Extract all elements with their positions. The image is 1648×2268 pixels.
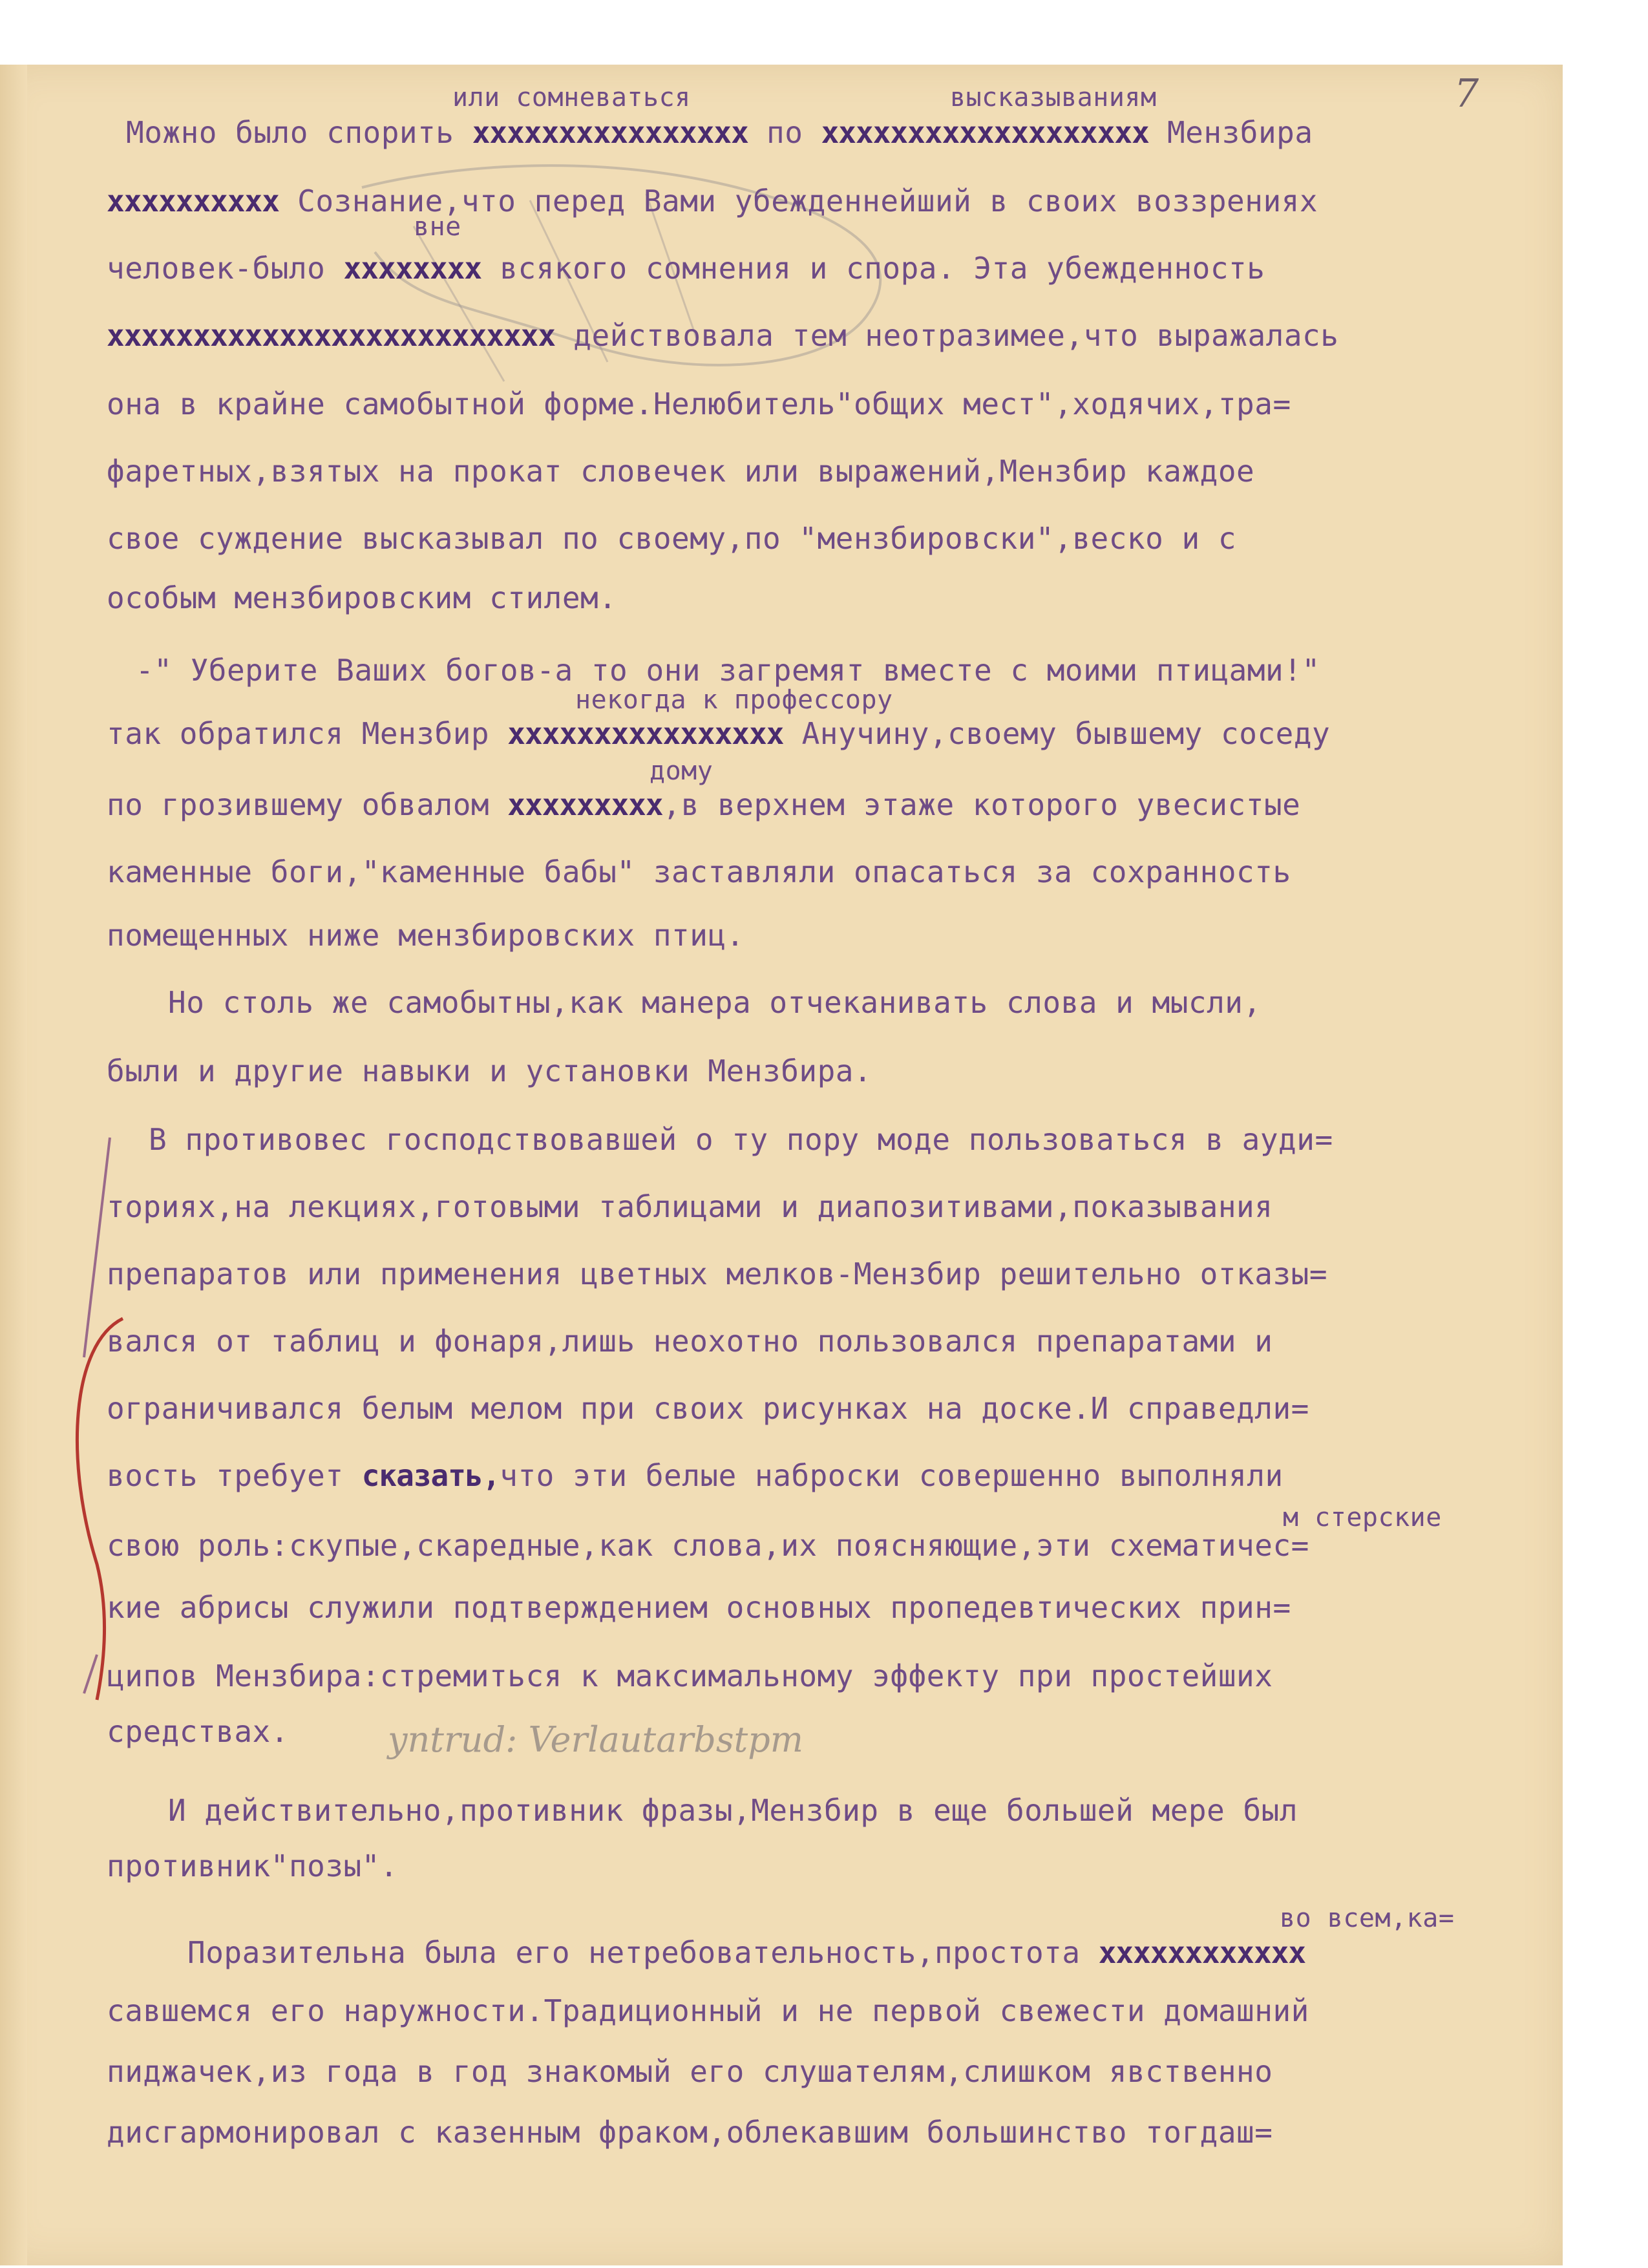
insertion-line-1b: высказываниям bbox=[950, 83, 1157, 112]
text-line-30: пиджачек,из года в год знакомый его слушателям,слишком явственно bbox=[107, 2054, 1273, 2089]
text-line-17: ториях,на лекциях,готовыми таблицами и диапозитивами,показывания bbox=[107, 1189, 1273, 1224]
insertion-line-22: м стерские bbox=[1283, 1503, 1442, 1532]
insertion-line-1a: или сомневаться bbox=[452, 83, 691, 112]
insertion-line-28: во всем,ка= bbox=[1280, 1903, 1455, 1933]
text-line-22: свою роль:скупые,скаредные,как слова,их поясняющие,эти схематичес= bbox=[107, 1528, 1309, 1563]
text-line-11: по грозившему обвалом ххххххххх,в верхнем этаже которого увесистые bbox=[107, 787, 1301, 822]
text-line-20: ограничивался белым мелом при своих рисунках на доске.И справедли= bbox=[107, 1391, 1309, 1426]
text-line-6: фаретных,взятых на прокат словечек или выражений,Мензбир каждое bbox=[107, 454, 1255, 489]
text-line-28: Поразительна была его нетребовательность,простота хххххххххххх bbox=[187, 1935, 1306, 1970]
page-number: 7 bbox=[1454, 71, 1479, 116]
text-line-31: дисгармонировал с казенным фраком,облекавшим большинство тогдаш= bbox=[107, 2115, 1273, 2150]
text-line-9: -" Уберите Ваших богов-а то они загремят вместе с моими птицами!" bbox=[136, 653, 1320, 688]
text-line-10: так обратился Мензбир хххххххххххххххх Анучину,своему бывшему соседу bbox=[107, 716, 1331, 751]
text-line-13: помещенных ниже мензбировских птиц. bbox=[107, 918, 745, 953]
text-line-12: каменные боги,"каменные бабы" заставляли опасаться за сохранность bbox=[107, 854, 1291, 889]
text-line-25: средствах. bbox=[107, 1714, 289, 1749]
text-line-24: ципов Мензбира:стремиться к максимальному эффекту при простейших bbox=[107, 1659, 1273, 1693]
text-line-19: вался от таблиц и фонаря,лишь неохотно пользовался препаратами и bbox=[107, 1324, 1273, 1359]
text-line-14: Но столь же самобытны,как манера отчеканивать слова и мысли, bbox=[168, 985, 1262, 1020]
text-line-23: кие абрисы служили подтверждением основных пропедевтических прин= bbox=[107, 1590, 1291, 1625]
insertion-line-10: некогда к профессору bbox=[575, 685, 893, 715]
text-line-3: человек-было хххххххх всякого сомнения и спора. Эта убежденность bbox=[107, 251, 1265, 286]
text-line-21: вость требует сказать,что эти белые наброски совершенно выполняли bbox=[107, 1458, 1284, 1493]
text-line-5: она в крайне самобытной форме.Нелюбитель"общих мест",ходячих,тра= bbox=[107, 387, 1291, 421]
insertion-line-11: дому bbox=[650, 756, 713, 786]
page-edge bbox=[0, 65, 27, 2265]
text-line-16: В противовес господствовавшей о ту пору моде пользоваться в ауди= bbox=[149, 1122, 1333, 1157]
text-line-15: были и другие навыки и установки Мензбира. bbox=[107, 1054, 872, 1088]
text-line-18: препаратов или применения цветных мелков-Мензбир решительно отказы= bbox=[107, 1256, 1328, 1291]
text-line-27: противник"позы". bbox=[107, 1849, 399, 1883]
text-line-7: свое суждение высказывал по своему,по "мензбировски",веско и с bbox=[107, 521, 1237, 556]
text-line-8: особым мензбировским стилем. bbox=[107, 580, 617, 615]
pencil-annotation: yntrud: Verlautarbstpm bbox=[388, 1719, 804, 1760]
text-line-4: хххххххххххххххххххххххххх действовала тем неотразимее,что выражалась bbox=[107, 318, 1339, 353]
text-line-26: И действительно,противник фразы,Мензбир в еще большей мере был bbox=[168, 1793, 1298, 1828]
text-line-2: хххххххххх Сознание,что перед Вами убежденнейший в своих воззрениях bbox=[107, 184, 1318, 218]
text-line-1: Можно было спорить хххххххххххххххх по ххххххххххххххххххх Мензбира bbox=[126, 115, 1313, 150]
red-margin-mark bbox=[58, 1125, 136, 1706]
text-line-29: савшемся его наружности.Традиционный и не первой свежести домашний bbox=[107, 1993, 1309, 2028]
insertion-line-3: вне bbox=[414, 212, 461, 242]
